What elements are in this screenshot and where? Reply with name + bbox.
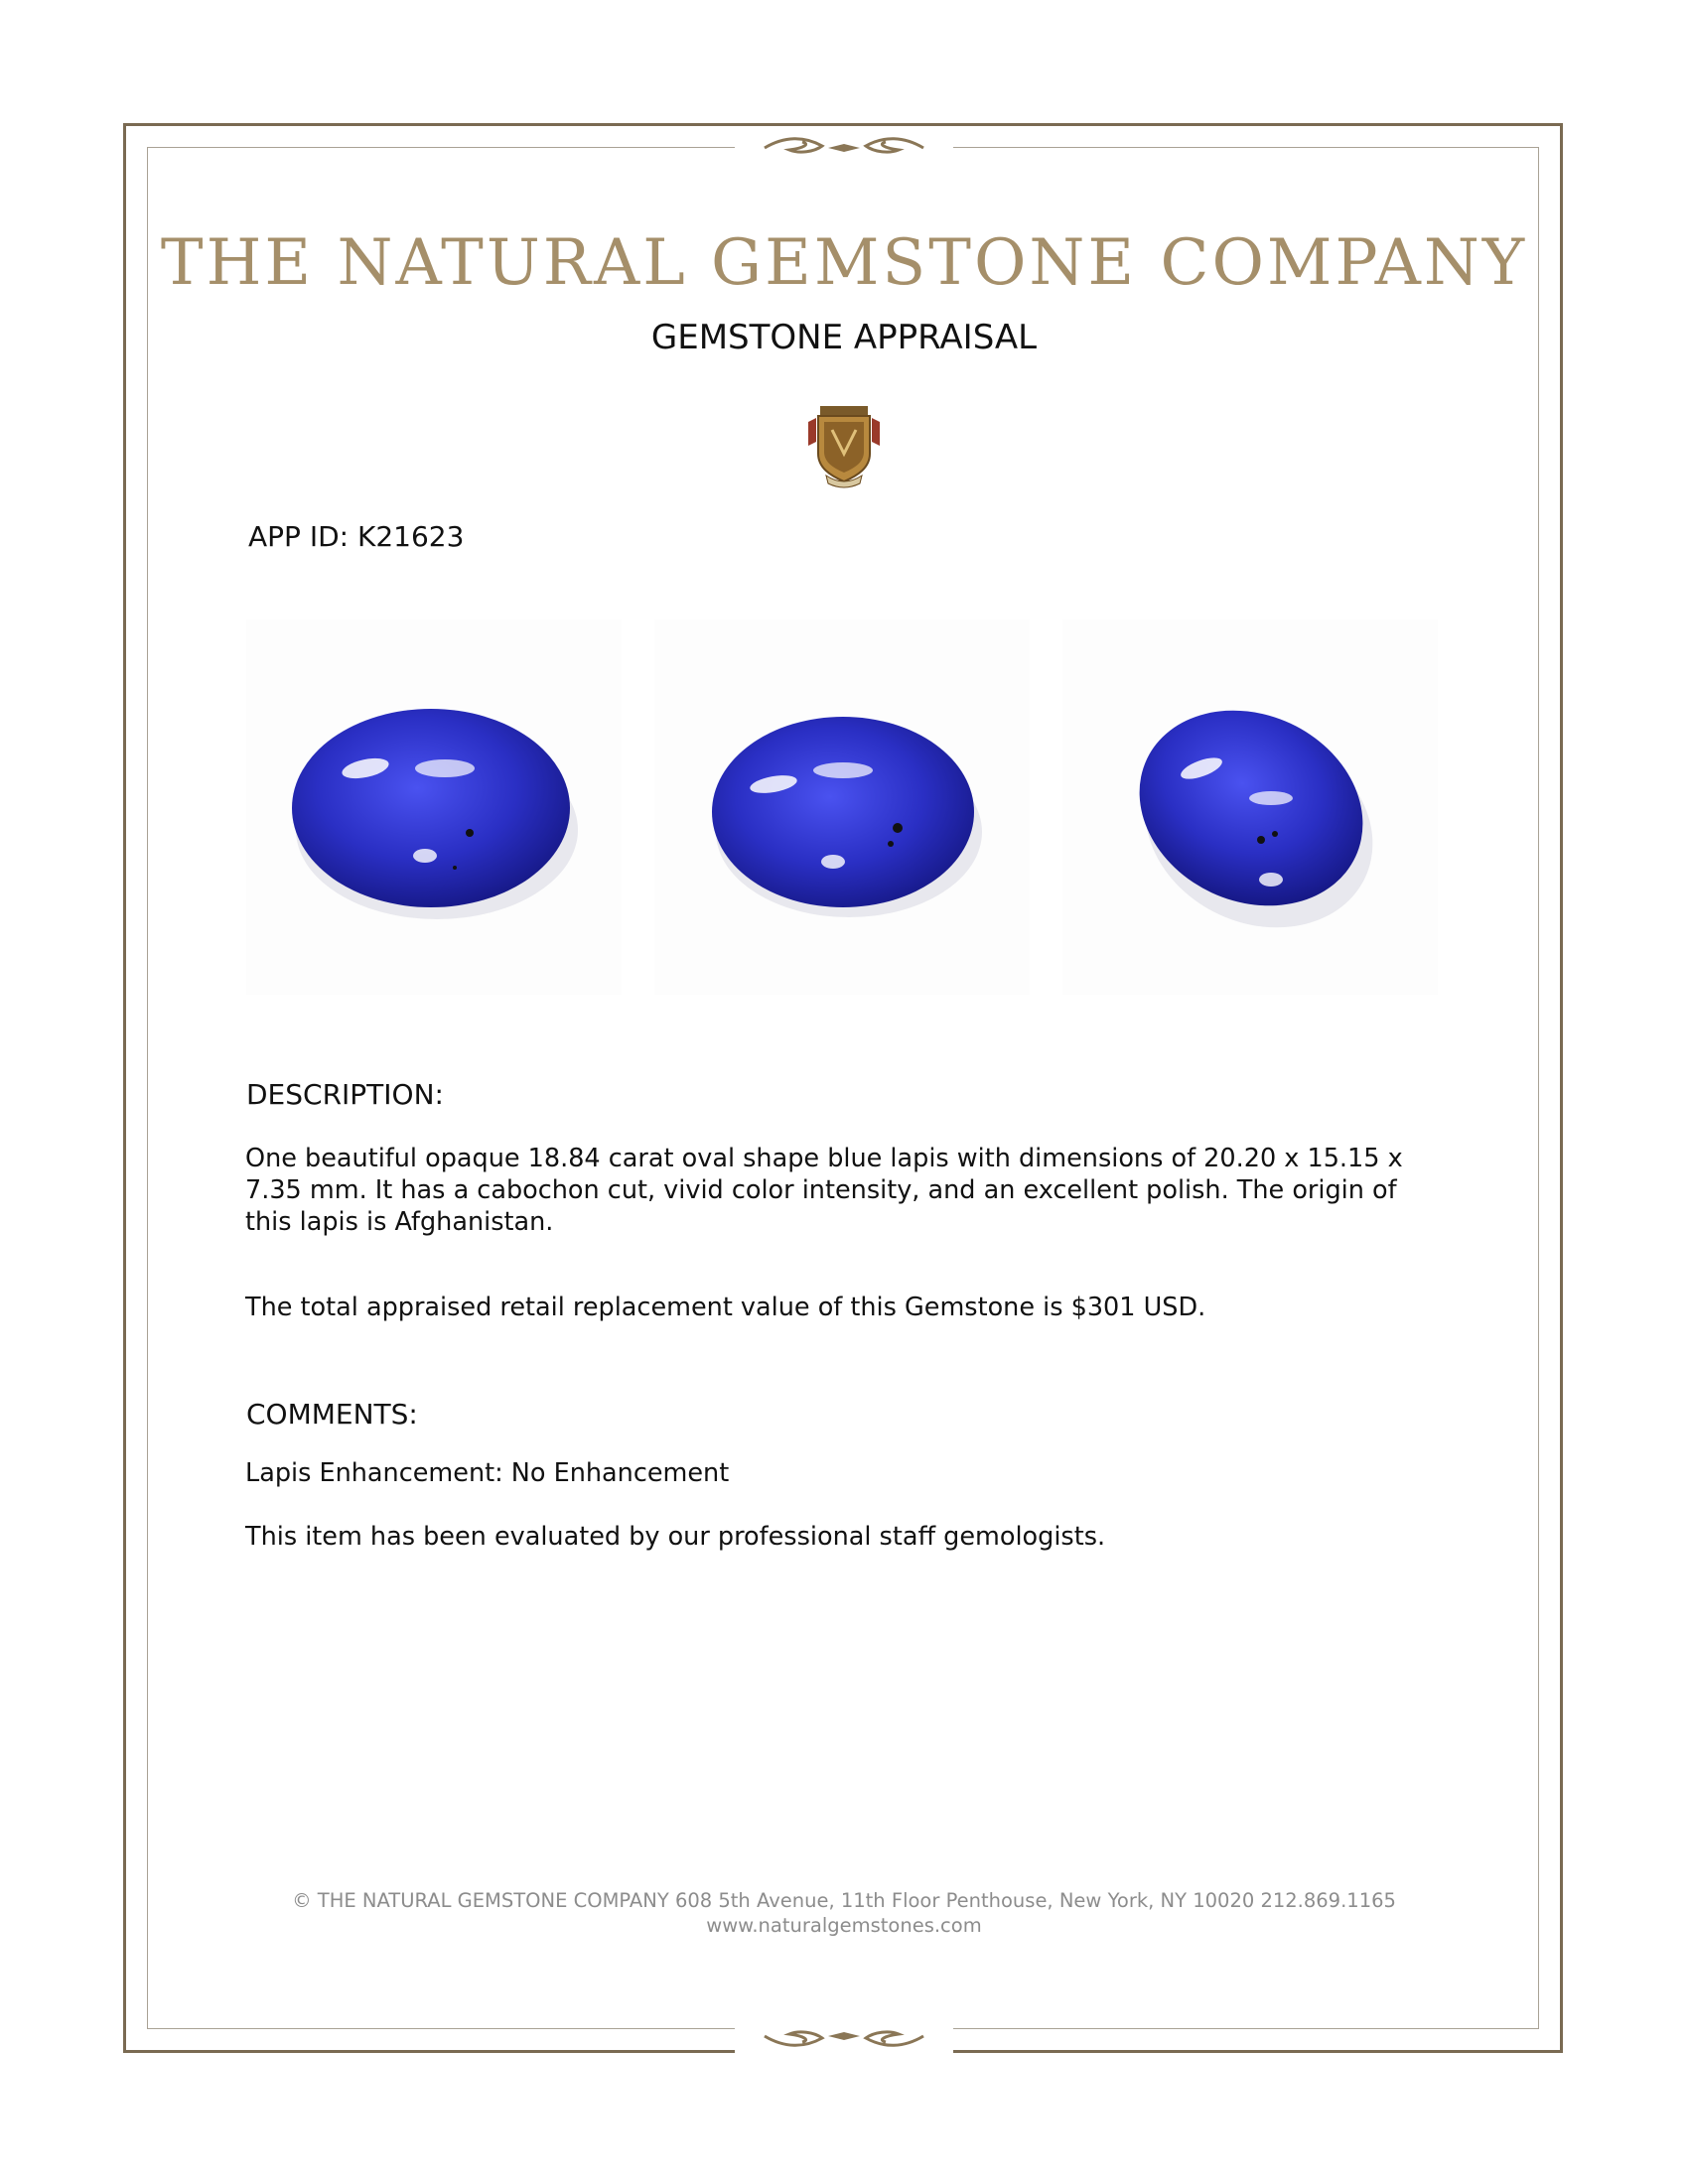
gemstone-photo-side (1062, 619, 1438, 995)
document-title: GEMSTONE APPRAISAL (650, 318, 1038, 357)
company-crest-logo (802, 402, 886, 491)
footer-address: © THE NATURAL GEMSTONE COMPANY 608 5th Avenue, 11th Floor Penthouse, New York, NY 10020 212.869.1165 (292, 1889, 1396, 1912)
enhancement-comment: Lapis Enhancement: No Enhancement (245, 1458, 730, 1488)
gemstone-photo-front (246, 619, 622, 995)
description-text: One beautiful opaque 18.84 carat oval shape blue lapis with dimensions of 20.20 x 15.15 x 7.35 mm. It has a cabochon cut, vivid color intensity, and an excellent polish. The origin of this lapis is Afghanistan. (245, 1144, 1403, 1237)
footer-website: www.naturalgemstones.com (706, 1914, 982, 1937)
comments-heading: COMMENTS: (246, 1398, 418, 1431)
evaluation-comment: This item has been evaluated by our professional staff gemologists. (245, 1522, 1106, 1552)
top-flourish-ornament (735, 127, 953, 167)
appraisal-id: APP ID: K21623 (248, 520, 465, 553)
gemstone-photo-angle (654, 619, 1030, 995)
company-name: THE NATURAL GEMSTONE COMPANY (160, 226, 1528, 300)
gemstone-photo-gallery (246, 619, 1438, 995)
bottom-flourish-ornament (735, 2017, 953, 2057)
description-heading: DESCRIPTION: (246, 1078, 444, 1111)
appraised-value-statement: The total appraised retail replacement value of this Gemstone is $301 USD. (245, 1293, 1206, 1322)
